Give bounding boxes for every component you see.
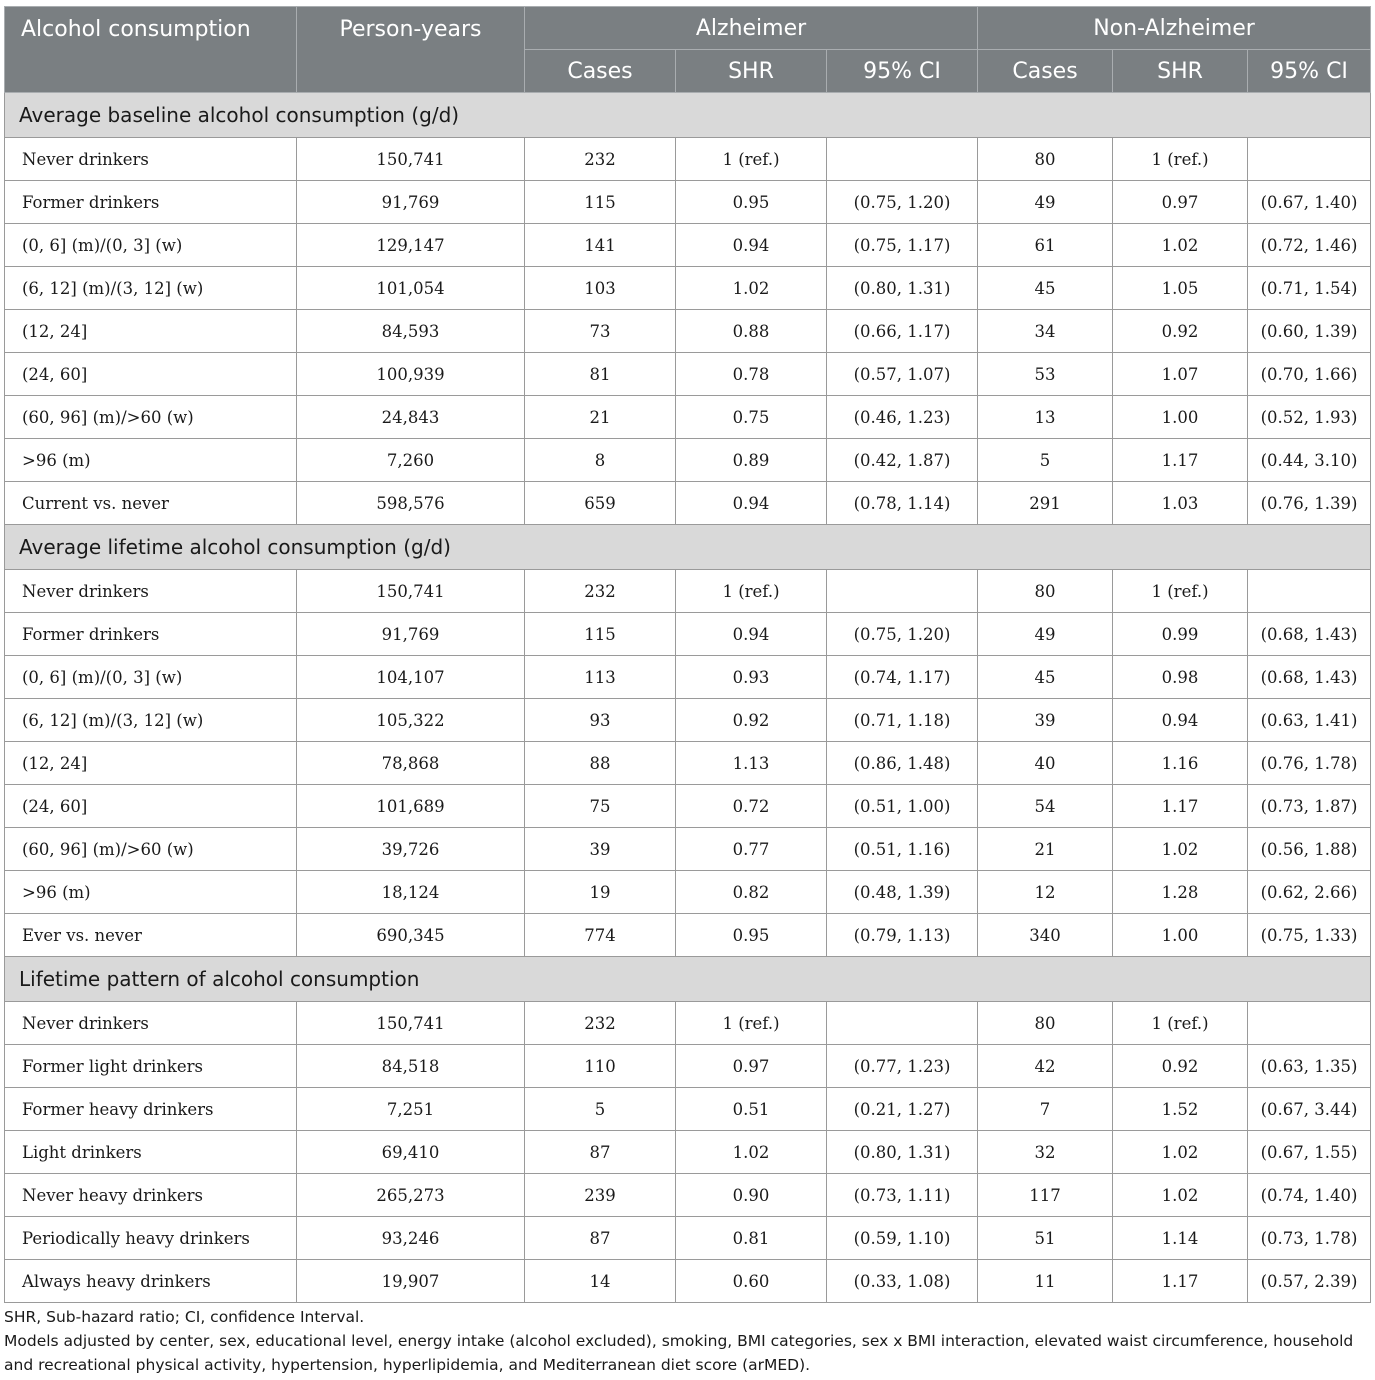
nonalz-ci-cell — [1248, 138, 1371, 181]
nonalz-shr-cell: 1.00 — [1113, 396, 1248, 439]
alz-ci-cell: (0.80, 1.31) — [827, 267, 978, 310]
alz-shr-cell: 0.90 — [676, 1174, 827, 1217]
nonalz-ci-cell: (0.67, 1.55) — [1248, 1131, 1371, 1174]
nonalz-cases-cell: 53 — [978, 353, 1113, 396]
header-alz-ci: 95% CI — [827, 50, 978, 93]
section-title: Average baseline alcohol consumption (g/d) — [5, 93, 1371, 138]
row-label: Former light drinkers — [5, 1045, 297, 1088]
alz-shr-cell: 0.81 — [676, 1217, 827, 1260]
nonalz-cases-cell: 7 — [978, 1088, 1113, 1131]
alz-ci-cell: (0.80, 1.31) — [827, 1131, 978, 1174]
section-header-row — [5, 93, 1371, 138]
table-row — [5, 353, 1371, 396]
table-row — [5, 482, 1371, 525]
nonalz-shr-cell: 1.02 — [1113, 224, 1248, 267]
row-label: (12, 24] — [5, 742, 297, 785]
row-label: (6, 12] (m)/(3, 12] (w) — [5, 699, 297, 742]
person-years-cell: 101,689 — [297, 785, 525, 828]
person-years-cell: 265,273 — [297, 1174, 525, 1217]
person-years-cell: 690,345 — [297, 914, 525, 957]
nonalz-ci-cell: (0.52, 1.93) — [1248, 396, 1371, 439]
footnote-models: Models adjusted by center, sex, educational level, energy intake (alcohol excluded), smoking, BMI categories, sex x BMI interaction, elevated waist circumference, household and recreational physical activity, hypertension, hyperlipidemia, and Mediterranean diet score (arMED). — [4, 1332, 1354, 1374]
nonalz-cases-cell: 12 — [978, 871, 1113, 914]
alz-shr-cell: 1 (ref.) — [676, 570, 827, 613]
row-label: (6, 12] (m)/(3, 12] (w) — [5, 267, 297, 310]
person-years-cell: 19,907 — [297, 1260, 525, 1303]
alz-shr-cell: 0.89 — [676, 439, 827, 482]
alz-shr-cell: 0.95 — [676, 914, 827, 957]
table-row — [5, 267, 1371, 310]
row-label: Former heavy drinkers — [5, 1088, 297, 1131]
alz-ci-cell: (0.51, 1.16) — [827, 828, 978, 871]
table-row — [5, 1131, 1371, 1174]
row-label: (60, 96] (m)/>60 (w) — [5, 396, 297, 439]
person-years-cell: 91,769 — [297, 181, 525, 224]
nonalz-shr-cell: 0.98 — [1113, 656, 1248, 699]
nonalz-ci-cell — [1248, 570, 1371, 613]
alz-cases-cell: 232 — [525, 138, 676, 181]
nonalz-ci-cell: (0.56, 1.88) — [1248, 828, 1371, 871]
alz-shr-cell: 1.13 — [676, 742, 827, 785]
nonalz-shr-cell: 1.16 — [1113, 742, 1248, 785]
row-label: >96 (m) — [5, 871, 297, 914]
alz-cases-cell: 93 — [525, 699, 676, 742]
nonalz-ci-cell: (0.68, 1.43) — [1248, 613, 1371, 656]
person-years-cell: 7,251 — [297, 1088, 525, 1131]
alz-cases-cell: 21 — [525, 396, 676, 439]
alz-shr-cell: 1 (ref.) — [676, 1002, 827, 1045]
alz-ci-cell: (0.77, 1.23) — [827, 1045, 978, 1088]
alz-shr-cell: 0.88 — [676, 310, 827, 353]
alz-cases-cell: 88 — [525, 742, 676, 785]
nonalz-shr-cell: 1.02 — [1113, 1174, 1248, 1217]
nonalz-cases-cell: 21 — [978, 828, 1113, 871]
table-row — [5, 1045, 1371, 1088]
alz-shr-cell: 0.51 — [676, 1088, 827, 1131]
table-row — [5, 828, 1371, 871]
person-years-cell: 78,868 — [297, 742, 525, 785]
header-alzheimer: Alzheimer — [525, 7, 978, 50]
nonalz-ci-cell: (0.70, 1.66) — [1248, 353, 1371, 396]
row-label: Never heavy drinkers — [5, 1174, 297, 1217]
nonalz-shr-cell: 1.03 — [1113, 482, 1248, 525]
nonalz-ci-cell: (0.62, 2.66) — [1248, 871, 1371, 914]
nonalz-cases-cell: 49 — [978, 181, 1113, 224]
alz-cases-cell: 87 — [525, 1131, 676, 1174]
alz-cases-cell: 75 — [525, 785, 676, 828]
alz-ci-cell: (0.59, 1.10) — [827, 1217, 978, 1260]
section-header-row — [5, 525, 1371, 570]
nonalz-shr-cell: 1.00 — [1113, 914, 1248, 957]
table-footnotes — [4, 1305, 1370, 1377]
results-table — [4, 6, 1371, 1303]
section-title: Average lifetime alcohol consumption (g/d) — [5, 525, 1371, 570]
person-years-cell: 69,410 — [297, 1131, 525, 1174]
nonalz-ci-cell: (0.74, 1.40) — [1248, 1174, 1371, 1217]
person-years-cell: 104,107 — [297, 656, 525, 699]
alz-cases-cell: 774 — [525, 914, 676, 957]
alz-shr-cell: 0.77 — [676, 828, 827, 871]
row-label: (12, 24] — [5, 310, 297, 353]
alz-shr-cell: 0.72 — [676, 785, 827, 828]
row-label: Light drinkers — [5, 1131, 297, 1174]
alz-ci-cell — [827, 138, 978, 181]
nonalz-shr-cell: 0.92 — [1113, 1045, 1248, 1088]
nonalz-cases-cell: 291 — [978, 482, 1113, 525]
nonalz-cases-cell: 11 — [978, 1260, 1113, 1303]
person-years-cell: 100,939 — [297, 353, 525, 396]
table-row — [5, 914, 1371, 957]
row-label: Never drinkers — [5, 1002, 297, 1045]
header-person-years: Person-years — [297, 7, 525, 93]
alz-shr-cell: 0.94 — [676, 482, 827, 525]
row-label: Former drinkers — [5, 613, 297, 656]
nonalz-ci-cell: (0.71, 1.54) — [1248, 267, 1371, 310]
nonalz-cases-cell: 80 — [978, 138, 1113, 181]
row-label: (0, 6] (m)/(0, 3] (w) — [5, 224, 297, 267]
nonalz-cases-cell: 5 — [978, 439, 1113, 482]
row-label: (0, 6] (m)/(0, 3] (w) — [5, 656, 297, 699]
person-years-cell: 598,576 — [297, 482, 525, 525]
person-years-cell: 105,322 — [297, 699, 525, 742]
table-row — [5, 742, 1371, 785]
nonalz-shr-cell: 1.07 — [1113, 353, 1248, 396]
nonalz-shr-cell: 1.28 — [1113, 871, 1248, 914]
table-row — [5, 138, 1371, 181]
table-row — [5, 570, 1371, 613]
alz-shr-cell: 0.94 — [676, 613, 827, 656]
nonalz-cases-cell: 117 — [978, 1174, 1113, 1217]
nonalz-ci-cell: (0.75, 1.33) — [1248, 914, 1371, 957]
row-label: Always heavy drinkers — [5, 1260, 297, 1303]
table-row — [5, 785, 1371, 828]
alz-ci-cell: (0.57, 1.07) — [827, 353, 978, 396]
nonalz-cases-cell: 32 — [978, 1131, 1113, 1174]
row-label: >96 (m) — [5, 439, 297, 482]
nonalz-ci-cell: (0.63, 1.35) — [1248, 1045, 1371, 1088]
alz-shr-cell: 0.75 — [676, 396, 827, 439]
row-label: Periodically heavy drinkers — [5, 1217, 297, 1260]
alz-cases-cell: 5 — [525, 1088, 676, 1131]
alz-cases-cell: 103 — [525, 267, 676, 310]
person-years-cell: 84,518 — [297, 1045, 525, 1088]
alz-ci-cell: (0.75, 1.17) — [827, 224, 978, 267]
alz-shr-cell: 1.02 — [676, 267, 827, 310]
nonalz-cases-cell: 13 — [978, 396, 1113, 439]
header-non-alzheimer: Non-Alzheimer — [978, 7, 1371, 50]
nonalz-ci-cell: (0.76, 1.39) — [1248, 482, 1371, 525]
alz-cases-cell: 8 — [525, 439, 676, 482]
nonalz-cases-cell: 39 — [978, 699, 1113, 742]
alz-ci-cell: (0.51, 1.00) — [827, 785, 978, 828]
nonalz-cases-cell: 340 — [978, 914, 1113, 957]
person-years-cell: 101,054 — [297, 267, 525, 310]
alz-cases-cell: 81 — [525, 353, 676, 396]
person-years-cell: 18,124 — [297, 871, 525, 914]
nonalz-cases-cell: 80 — [978, 570, 1113, 613]
row-label: (24, 60] — [5, 353, 297, 396]
alz-cases-cell: 659 — [525, 482, 676, 525]
table-row — [5, 396, 1371, 439]
table-row — [5, 613, 1371, 656]
nonalz-shr-cell: 1.17 — [1113, 785, 1248, 828]
footnote-abbreviations: SHR, Sub-hazard ratio; CI, confidence Interval. — [4, 1308, 365, 1326]
table-row — [5, 871, 1371, 914]
nonalz-cases-cell: 45 — [978, 656, 1113, 699]
alz-ci-cell — [827, 1002, 978, 1045]
table-row — [5, 310, 1371, 353]
row-label: Current vs. never — [5, 482, 297, 525]
alz-ci-cell: (0.74, 1.17) — [827, 656, 978, 699]
nonalz-shr-cell: 1 (ref.) — [1113, 138, 1248, 181]
nonalz-ci-cell: (0.60, 1.39) — [1248, 310, 1371, 353]
table-body — [5, 93, 1371, 1303]
alz-ci-cell: (0.75, 1.20) — [827, 181, 978, 224]
person-years-cell: 91,769 — [297, 613, 525, 656]
alz-ci-cell: (0.33, 1.08) — [827, 1260, 978, 1303]
alz-ci-cell: (0.73, 1.11) — [827, 1174, 978, 1217]
table-header — [5, 7, 1371, 93]
nonalz-shr-cell: 1 (ref.) — [1113, 1002, 1248, 1045]
header-nonalz-cases: Cases — [978, 50, 1113, 93]
alz-shr-cell: 0.92 — [676, 699, 827, 742]
alz-shr-cell: 0.94 — [676, 224, 827, 267]
header-alcohol-consumption: Alcohol consumption — [5, 7, 297, 93]
nonalz-ci-cell: (0.67, 3.44) — [1248, 1088, 1371, 1131]
nonalz-shr-cell: 0.92 — [1113, 310, 1248, 353]
header-nonalz-shr: SHR — [1113, 50, 1248, 93]
nonalz-cases-cell: 49 — [978, 613, 1113, 656]
nonalz-shr-cell: 1.17 — [1113, 1260, 1248, 1303]
alz-ci-cell: (0.71, 1.18) — [827, 699, 978, 742]
alz-shr-cell: 0.95 — [676, 181, 827, 224]
alz-shr-cell: 1.02 — [676, 1131, 827, 1174]
nonalz-shr-cell: 0.97 — [1113, 181, 1248, 224]
header-nonalz-ci: 95% CI — [1248, 50, 1371, 93]
alz-ci-cell: (0.48, 1.39) — [827, 871, 978, 914]
alz-shr-cell: 0.60 — [676, 1260, 827, 1303]
alz-cases-cell: 19 — [525, 871, 676, 914]
alz-cases-cell: 110 — [525, 1045, 676, 1088]
table-row — [5, 699, 1371, 742]
row-label: Former drinkers — [5, 181, 297, 224]
nonalz-cases-cell: 34 — [978, 310, 1113, 353]
nonalz-shr-cell: 1.52 — [1113, 1088, 1248, 1131]
person-years-cell: 150,741 — [297, 570, 525, 613]
nonalz-ci-cell: (0.63, 1.41) — [1248, 699, 1371, 742]
alz-shr-cell: 0.78 — [676, 353, 827, 396]
nonalz-shr-cell: 0.99 — [1113, 613, 1248, 656]
alz-cases-cell: 87 — [525, 1217, 676, 1260]
alz-ci-cell: (0.42, 1.87) — [827, 439, 978, 482]
nonalz-shr-cell: 1.14 — [1113, 1217, 1248, 1260]
alz-ci-cell: (0.78, 1.14) — [827, 482, 978, 525]
nonalz-shr-cell: 1 (ref.) — [1113, 570, 1248, 613]
nonalz-ci-cell: (0.44, 3.10) — [1248, 439, 1371, 482]
nonalz-cases-cell: 51 — [978, 1217, 1113, 1260]
nonalz-ci-cell: (0.73, 1.87) — [1248, 785, 1371, 828]
person-years-cell: 150,741 — [297, 1002, 525, 1045]
alz-ci-cell: (0.46, 1.23) — [827, 396, 978, 439]
row-label: Never drinkers — [5, 570, 297, 613]
nonalz-cases-cell: 80 — [978, 1002, 1113, 1045]
nonalz-ci-cell — [1248, 1002, 1371, 1045]
person-years-cell: 7,260 — [297, 439, 525, 482]
table-row — [5, 1174, 1371, 1217]
alz-ci-cell — [827, 570, 978, 613]
nonalz-ci-cell: (0.72, 1.46) — [1248, 224, 1371, 267]
alz-cases-cell: 232 — [525, 570, 676, 613]
nonalz-ci-cell: (0.67, 1.40) — [1248, 181, 1371, 224]
person-years-cell: 24,843 — [297, 396, 525, 439]
nonalz-shr-cell: 1.02 — [1113, 828, 1248, 871]
alz-cases-cell: 115 — [525, 181, 676, 224]
nonalz-ci-cell: (0.68, 1.43) — [1248, 656, 1371, 699]
row-label: Ever vs. never — [5, 914, 297, 957]
alz-ci-cell: (0.75, 1.20) — [827, 613, 978, 656]
alz-ci-cell: (0.86, 1.48) — [827, 742, 978, 785]
alz-cases-cell: 141 — [525, 224, 676, 267]
nonalz-shr-cell: 1.17 — [1113, 439, 1248, 482]
nonalz-cases-cell: 54 — [978, 785, 1113, 828]
alz-shr-cell: 1 (ref.) — [676, 138, 827, 181]
table-row — [5, 181, 1371, 224]
header-alz-cases: Cases — [525, 50, 676, 93]
alz-cases-cell: 73 — [525, 310, 676, 353]
alz-ci-cell: (0.79, 1.13) — [827, 914, 978, 957]
table-row — [5, 439, 1371, 482]
table-row — [5, 656, 1371, 699]
table-row — [5, 1217, 1371, 1260]
alz-ci-cell: (0.21, 1.27) — [827, 1088, 978, 1131]
row-label: (60, 96] (m)/>60 (w) — [5, 828, 297, 871]
person-years-cell: 129,147 — [297, 224, 525, 267]
nonalz-ci-cell: (0.76, 1.78) — [1248, 742, 1371, 785]
person-years-cell: 84,593 — [297, 310, 525, 353]
table-row — [5, 1002, 1371, 1045]
section-header-row — [5, 957, 1371, 1002]
alz-cases-cell: 232 — [525, 1002, 676, 1045]
table-row — [5, 224, 1371, 267]
nonalz-cases-cell: 42 — [978, 1045, 1113, 1088]
nonalz-shr-cell: 1.05 — [1113, 267, 1248, 310]
nonalz-ci-cell: (0.57, 2.39) — [1248, 1260, 1371, 1303]
person-years-cell: 39,726 — [297, 828, 525, 871]
person-years-cell: 93,246 — [297, 1217, 525, 1260]
nonalz-shr-cell: 0.94 — [1113, 699, 1248, 742]
alz-cases-cell: 239 — [525, 1174, 676, 1217]
table-row — [5, 1260, 1371, 1303]
person-years-cell: 150,741 — [297, 138, 525, 181]
row-label: (24, 60] — [5, 785, 297, 828]
nonalz-ci-cell: (0.73, 1.78) — [1248, 1217, 1371, 1260]
alz-cases-cell: 39 — [525, 828, 676, 871]
alz-ci-cell: (0.66, 1.17) — [827, 310, 978, 353]
alz-cases-cell: 113 — [525, 656, 676, 699]
nonalz-cases-cell: 40 — [978, 742, 1113, 785]
header-alz-shr: SHR — [676, 50, 827, 93]
nonalz-shr-cell: 1.02 — [1113, 1131, 1248, 1174]
table-row — [5, 1088, 1371, 1131]
alz-cases-cell: 115 — [525, 613, 676, 656]
row-label: Never drinkers — [5, 138, 297, 181]
alz-cases-cell: 14 — [525, 1260, 676, 1303]
section-title: Lifetime pattern of alcohol consumption — [5, 957, 1371, 1002]
alz-shr-cell: 0.82 — [676, 871, 827, 914]
alz-shr-cell: 0.93 — [676, 656, 827, 699]
alz-shr-cell: 0.97 — [676, 1045, 827, 1088]
nonalz-cases-cell: 61 — [978, 224, 1113, 267]
nonalz-cases-cell: 45 — [978, 267, 1113, 310]
